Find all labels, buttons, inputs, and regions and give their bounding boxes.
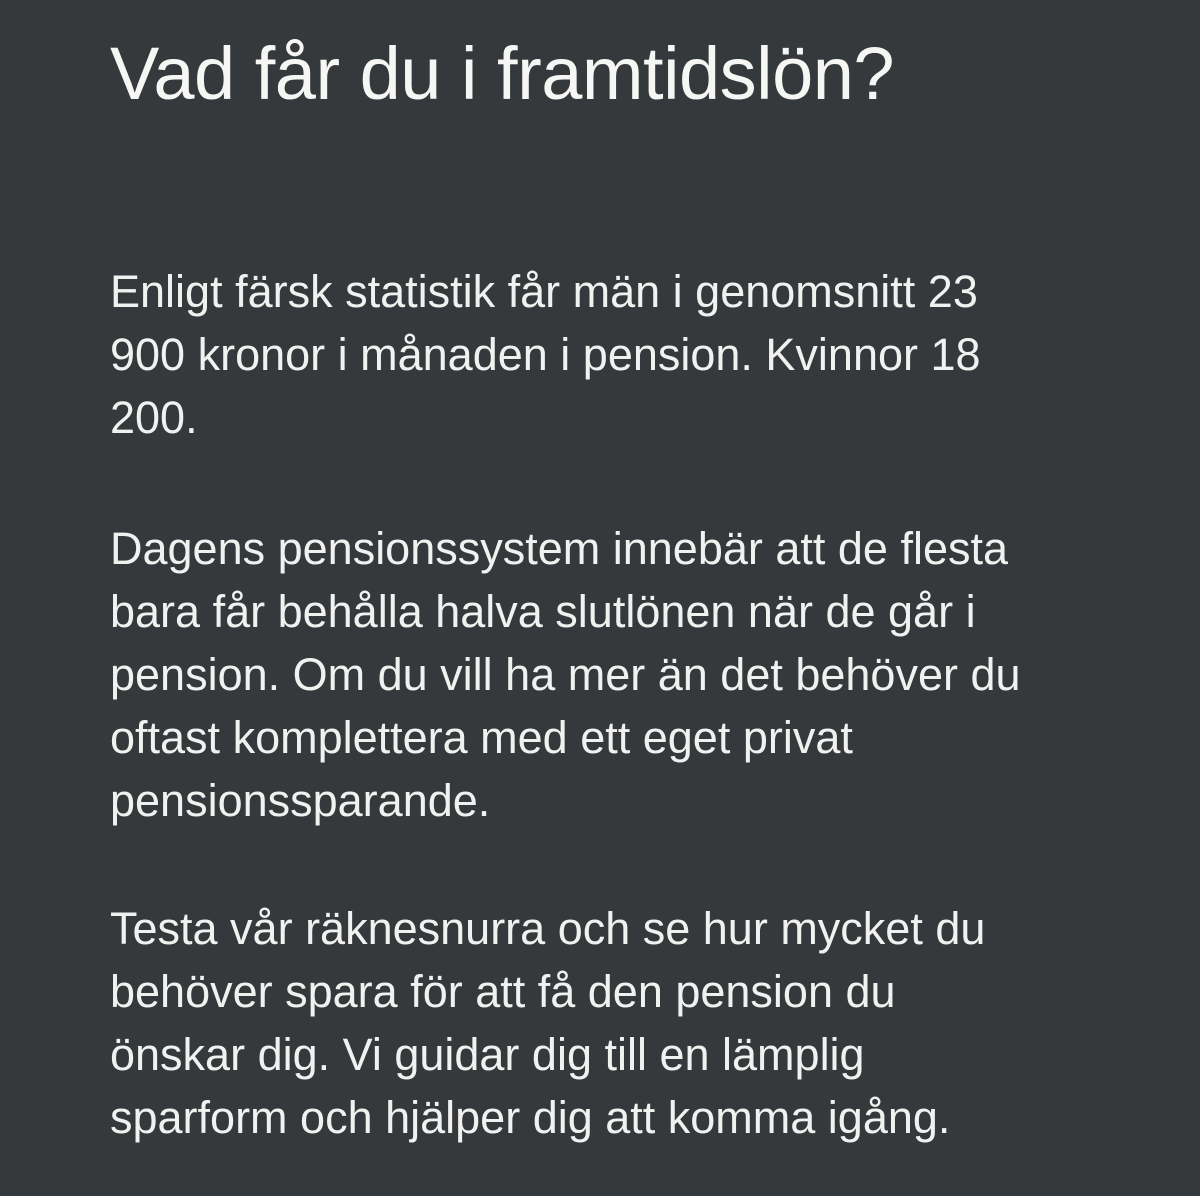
paragraph-line: sparform och hjälper dig att komma igång. — [110, 1092, 951, 1143]
paragraph-line: pension. Om du vill ha mer än det behöver du — [110, 649, 1021, 700]
page-title: Vad får du i framtidslön? — [110, 32, 895, 115]
paragraph-line: Testa vår räknesnurra och se hur mycket du — [110, 903, 986, 954]
paragraph-line: Enligt färsk statistik får män i genomsnitt 23 — [110, 266, 978, 317]
paragraph-line: Dagens pensionssystem innebär att de flesta — [110, 523, 1009, 574]
paragraph-line: oftast komplettera med ett eget privat — [110, 712, 853, 763]
paragraph-line: behöver spara för att få den pension du — [110, 966, 896, 1017]
paragraph-line: 200. — [110, 392, 198, 443]
paragraph-pension-system — [110, 517, 1070, 832]
paragraph-line: pensionssparande. — [110, 775, 491, 826]
article-content — [110, 0, 1100, 1143]
paragraph-line: önskar dig. Vi guidar dig till en lämplig — [110, 1029, 865, 1080]
paragraph-statistics — [110, 260, 1070, 449]
paragraph-calculator — [110, 897, 1070, 1149]
paragraph-line: bara får behålla halva slutlönen när de går i — [110, 586, 976, 637]
paragraph-line: 900 kronor i månaden i pension. Kvinnor 18 — [110, 329, 981, 380]
